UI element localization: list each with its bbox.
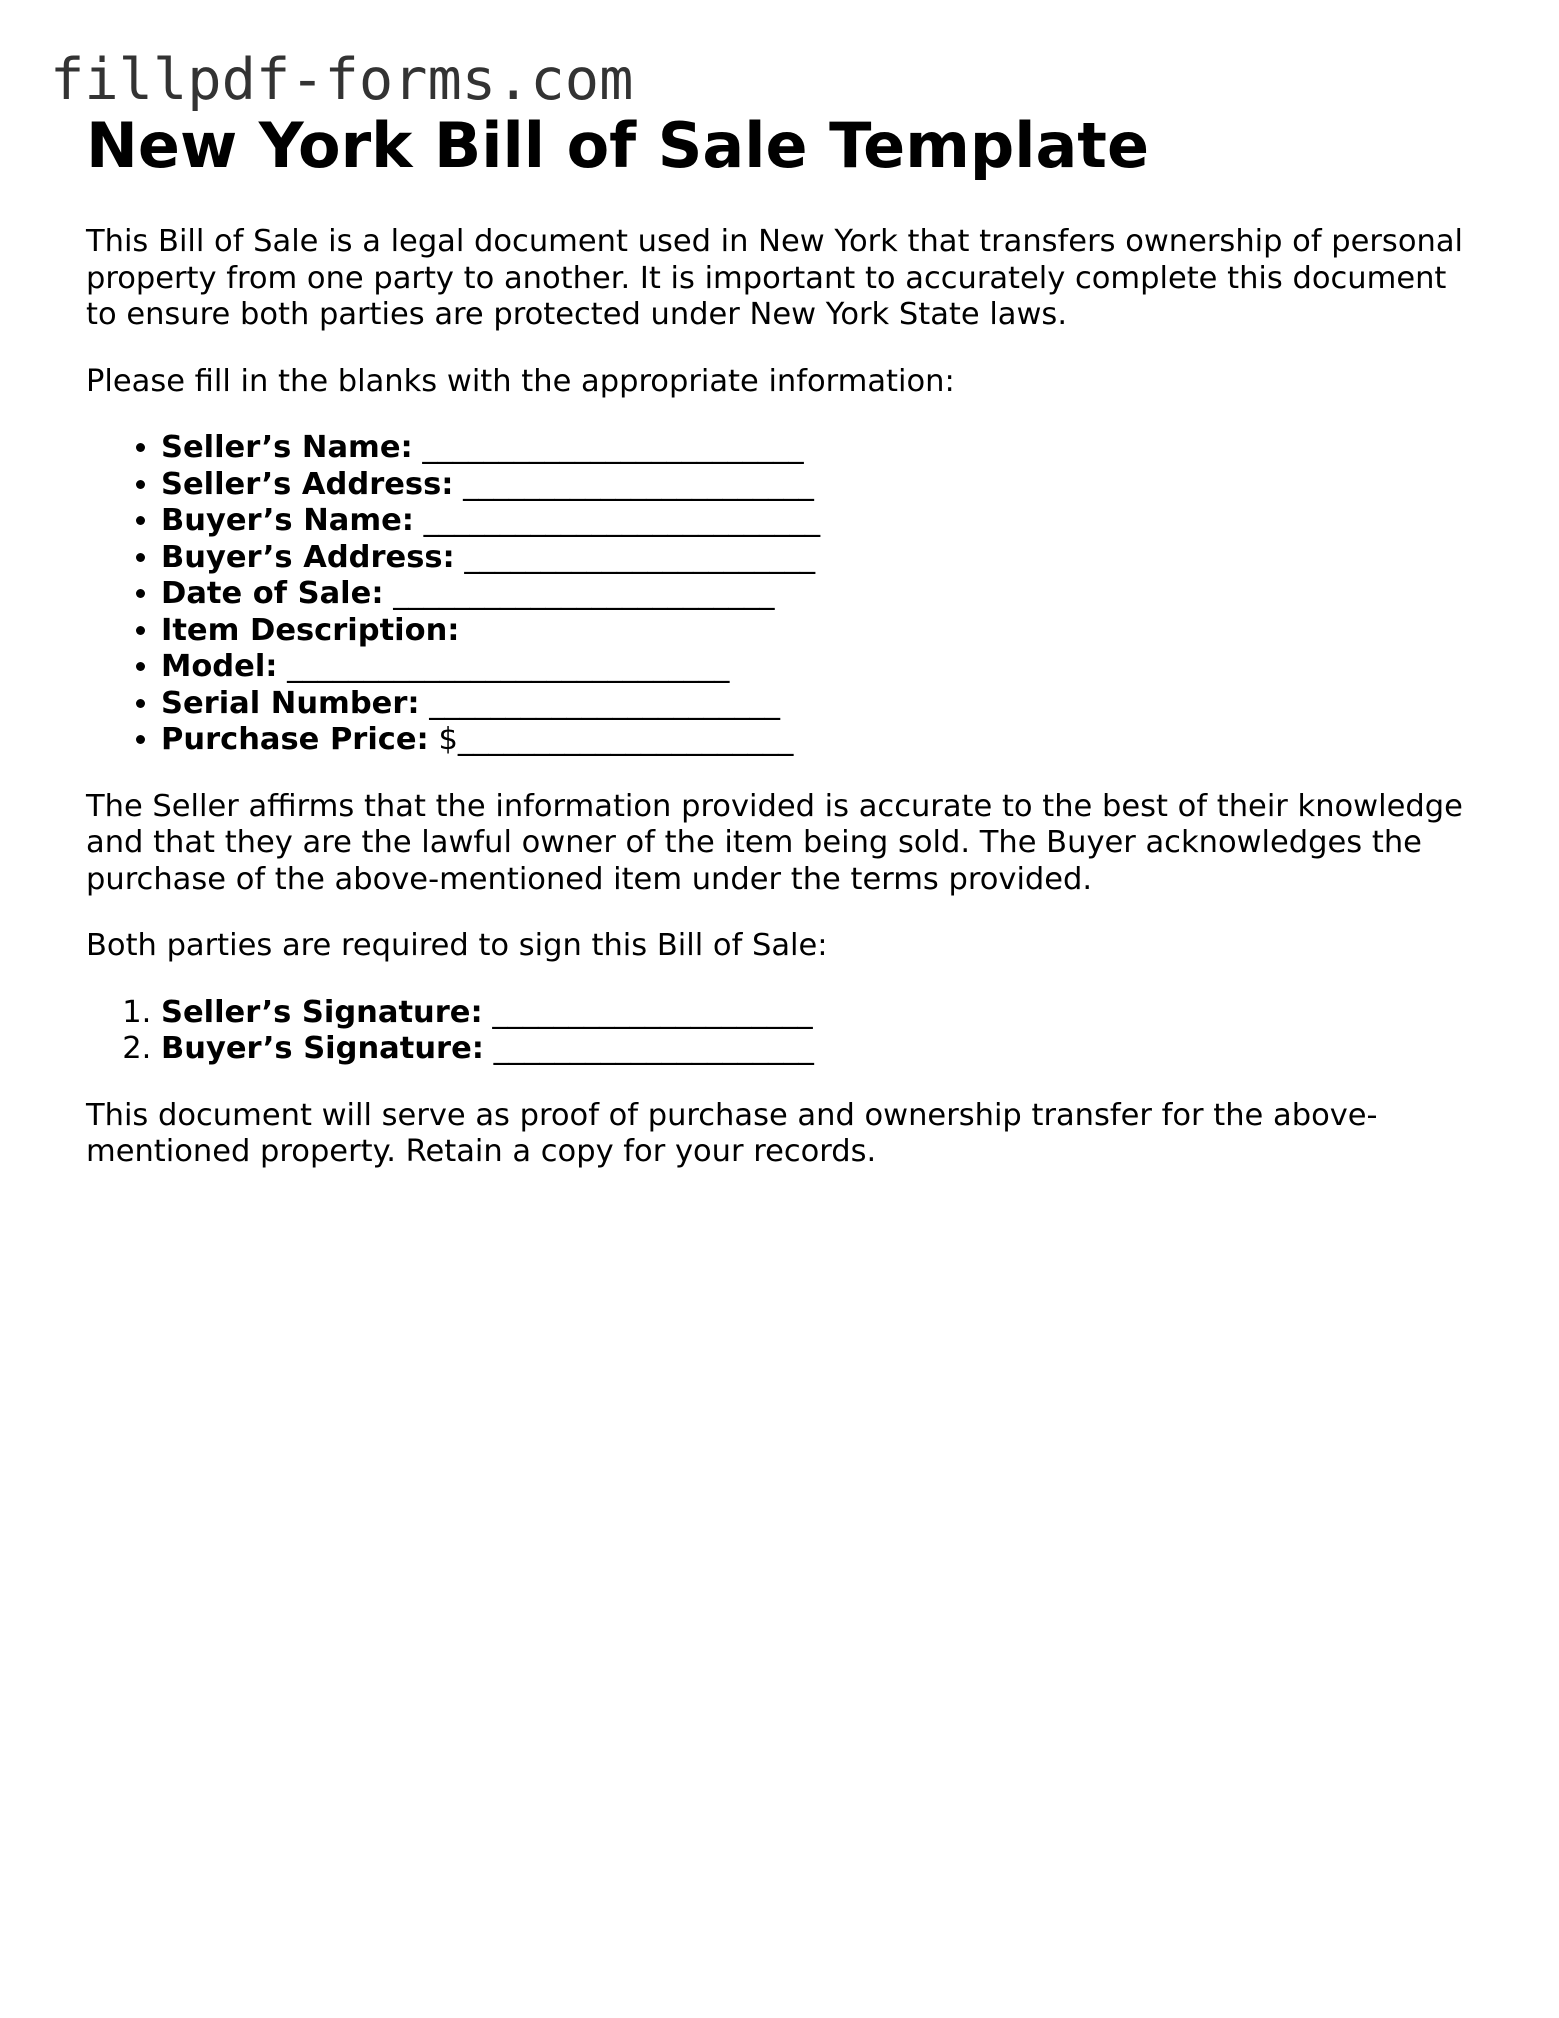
field-blank[interactable]: $______________________ bbox=[428, 722, 794, 757]
list-item-item-description bbox=[161, 613, 1486, 650]
sign-intro-paragraph: Both parties are required to sign this Bill of Sale: bbox=[86, 928, 828, 963]
field-label: Seller’s Address: bbox=[161, 466, 454, 502]
list-item-model bbox=[161, 649, 1486, 686]
list-item-seller-signature bbox=[161, 995, 1486, 1032]
intro-paragraph: This Bill of Sale is a legal document used in New York that transfers ownership of personal property from one party to another. It is important to accurately complete this document to ensure both parties are protected under New York State laws. bbox=[86, 224, 1463, 332]
field-label: Item Description: bbox=[161, 612, 460, 648]
field-blank[interactable]: _______________________ bbox=[453, 466, 814, 502]
field-label: Serial Number: bbox=[161, 685, 420, 721]
list-item-buyers-address bbox=[161, 540, 1486, 577]
field-blank[interactable]: _________________________ bbox=[383, 576, 775, 611]
field-blank[interactable]: _______________________ bbox=[454, 539, 816, 575]
field-label: Date of Sale: bbox=[161, 576, 384, 611]
instructions-paragraph: Please fill in the blanks with the appropriate information: bbox=[86, 363, 955, 399]
signature-blank[interactable]: _____________________ bbox=[483, 1031, 814, 1066]
list-item-purchase-price bbox=[161, 722, 1486, 759]
signature-label: Seller’s Signature: bbox=[161, 994, 483, 1030]
field-blank[interactable]: _______________________ bbox=[419, 685, 781, 721]
field-label: Buyer’s Name: bbox=[161, 503, 414, 538]
signatures-list bbox=[86, 995, 1486, 1068]
field-label: Seller’s Name: bbox=[161, 430, 413, 465]
page-title: New York Bill of Sale Template bbox=[86, 109, 1149, 182]
list-item-sellers-address bbox=[161, 467, 1486, 504]
watermark: fillpdf-forms.com bbox=[50, 47, 634, 113]
field-label: Buyer’s Address: bbox=[161, 539, 455, 575]
list-item-date-of-sale bbox=[161, 576, 1486, 613]
field-label: Model: bbox=[161, 649, 278, 684]
signature-label: Buyer’s Signature: bbox=[161, 1031, 484, 1066]
field-blank[interactable]: _________________________ bbox=[412, 430, 804, 465]
list-item-buyer-signature bbox=[161, 1031, 1486, 1068]
field-blank[interactable]: __________________________ bbox=[413, 503, 821, 538]
list-item-serial-number bbox=[161, 686, 1486, 723]
list-item-sellers-name bbox=[161, 430, 1486, 467]
closing-paragraph: This document will serve as proof of purchase and ownership transfer for the above-mentioned property. Retain a copy for your records. bbox=[86, 1097, 1378, 1169]
document-body bbox=[86, 108, 1486, 1201]
affirmation-paragraph: The Seller affirms that the information provided is accurate to the best of their knowledge and that they are the lawful owner of the item being sold. The Buyer acknowledges the purchase of the above-mentioned item under the terms provided. bbox=[86, 788, 1463, 897]
fields-list bbox=[86, 430, 1486, 759]
signature-blank[interactable]: _____________________ bbox=[482, 994, 813, 1030]
field-blank[interactable]: _____________________________ bbox=[277, 649, 730, 684]
field-label: Purchase Price: bbox=[161, 722, 429, 757]
list-item-buyers-name bbox=[161, 503, 1486, 540]
